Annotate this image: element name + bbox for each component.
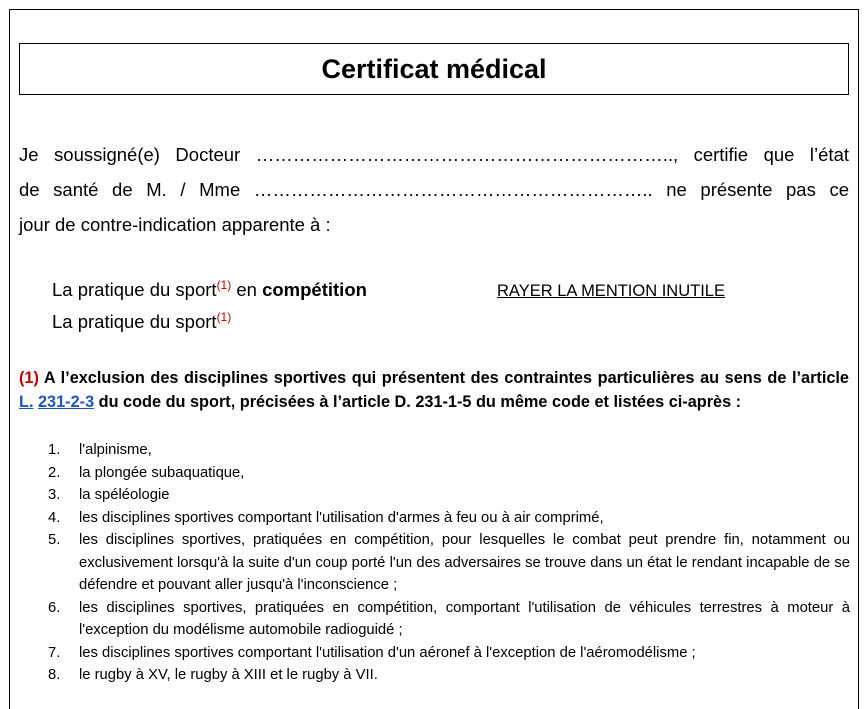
list-item	[48, 597, 850, 642]
list-item-number: 1.	[48, 442, 61, 458]
option-competition-mid: en	[231, 279, 263, 301]
list-item-text: la plongée subaquatique,	[79, 464, 245, 481]
title-box	[19, 43, 849, 95]
list-item-number: 5.	[48, 532, 61, 548]
intro-line-3: jour de contre-indication apparente à :	[19, 214, 331, 235]
footnote-text-part1: A l’exclusion des disciplines sportives qui présentent des contraintes particulières au sens de l’article	[38, 369, 849, 387]
list-item-number: 2.	[48, 464, 61, 481]
option-competition[interactable]	[52, 278, 367, 301]
list-item-text: l'alpinisme,	[79, 442, 152, 458]
list-item-number: 7.	[48, 644, 61, 661]
list-item	[48, 529, 850, 597]
strike-instruction: RAYER LA MENTION INUTILE	[497, 282, 725, 300]
list-item	[48, 664, 850, 687]
list-item-number: 3.	[48, 487, 61, 503]
list-item-text: les disciplines sportives comportant l'utilisation d'un aéronef à l'exception de l'aéromodélisme ;	[79, 644, 696, 661]
option-competition-bold: compétition	[262, 279, 367, 301]
article-link-231-2-3[interactable]: 231-2-3	[38, 393, 95, 411]
certification-statement	[19, 137, 849, 242]
list-item-number: 6.	[48, 599, 61, 616]
option-leisure-prefix: La pratique du sport	[52, 311, 217, 333]
footnote-paragraph	[19, 366, 849, 414]
list-item-text: les disciplines sportives comportant l'utilisation d'armes à feu ou à air comprimé,	[79, 509, 604, 526]
footnote-mark: (1)	[19, 369, 39, 387]
list-item-text: les disciplines sportives, pratiquées en compétition, pour lesquelles le combat peut prendre fin, notamment ou exclusivement lorsqu'à la suite d'un coup porté l'un des adversaires se trouve dans un état le rendant incapable de se défendre et pouvant aller jusqu'à l'inconscience ;	[79, 532, 850, 593]
footnote-text-part2: du code du sport, précisées à l’article D. 231-1-5 du même code et listées ci-après :	[94, 393, 742, 411]
intro-line-1	[19, 137, 849, 172]
list-item	[48, 462, 850, 485]
option-competition-prefix: La pratique du sport	[52, 279, 217, 301]
list-item	[48, 484, 850, 507]
list-item-text: les disciplines sportives, pratiquées en compétition, comportant l'utilisation de véhicules terrestres à moteur à l'exception du modélisme automobile radioguidé ;	[79, 599, 850, 638]
intro-line-1-text: Je soussigné(e) Docteur ………………………………………………………….., certifie que l’état	[19, 144, 849, 165]
intro-line-2-text: de santé de M. / Mme ……………………………………………………….. ne présente pas ce	[19, 179, 849, 200]
footnote-ref-2: (1)	[216, 310, 232, 324]
intro-line-2	[19, 172, 849, 207]
list-item-text: le rugby à XV, le rugby à XIII et le rugby à VII.	[79, 667, 378, 683]
list-item-number: 8.	[48, 667, 61, 683]
document-page	[9, 9, 859, 709]
list-item	[48, 642, 850, 665]
list-item-number: 4.	[48, 509, 61, 526]
discipline-list	[48, 439, 850, 687]
page-title: Certificat médical	[321, 53, 547, 84]
list-item-text: la spéléologie	[79, 487, 170, 503]
list-item	[48, 439, 850, 462]
list-item	[48, 507, 850, 530]
footnote-ref-1: (1)	[216, 278, 232, 292]
article-link-l[interactable]: L.	[19, 393, 34, 411]
option-leisure[interactable]	[52, 310, 231, 333]
